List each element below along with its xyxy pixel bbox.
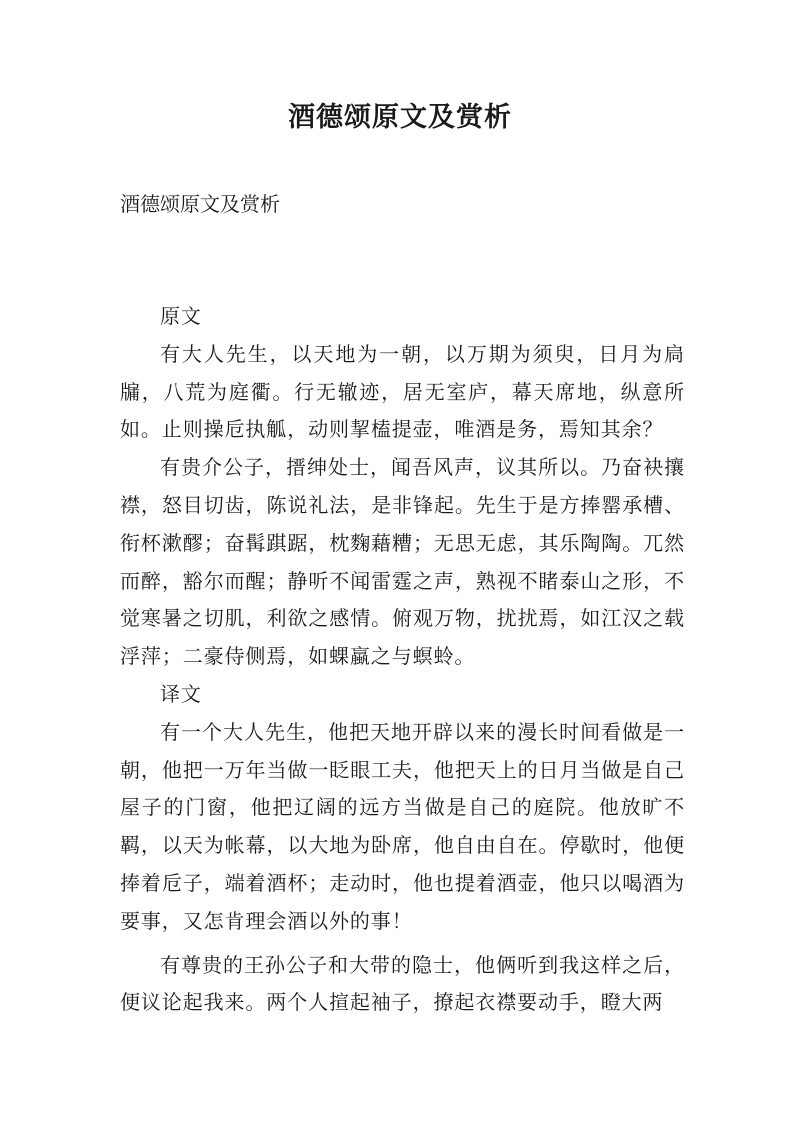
translation-paragraph-2: 有尊贵的王孙公子和大带的隐士，他俩听到我这样之后，便议论起我来。两个人揎起袖子，撩起衣襟要动手，瞪大两	[120, 952, 685, 1015]
original-heading: 原文	[160, 304, 202, 328]
translation-heading: 译文	[160, 681, 202, 706]
translation-paragraph-1: 有一个大人先生，他把天地开辟以来的漫长时间看做是一朝，他把一万年当做一眨眼工夫，他把天上的日月当做是自己屋子的门窗，他把辽阔的远方当做是自己的庭院。他放旷不羁，以天为帐幕，以大地为卧席，他自由自在。停歇时，他便捧着卮子，端着酒杯；走动时，他也提着酒壶，他只以喝酒为要事，又怎肯理会酒以外的事！	[120, 719, 685, 933]
original-paragraph-2: 有贵介公子，搢绅处士，闻吾风声，议其所以。乃奋袂攘襟，怒目切齿，陈说礼法，是非锋起。先生于是方捧罂承槽、衔杯漱醪；奋髯踑踞，枕麴藉糟；无思无虑，其乐陶陶。兀然而醉，豁尔而醒；静听不闻雷霆之声，熟视不睹泰山之形，不觉寒暑之切肌，利欲之感情。俯观万物，扰扰焉，如江汉之载浮萍；二豪侍侧焉，如蜾蠃之与螟蛉。	[120, 455, 685, 669]
original-paragraph-1: 有大人先生，以天地为一朝，以万期为须臾，日月为扃牖，八荒为庭衢。行无辙迹，居无室庐，幕天席地，纵意所如。止则操卮执觚，动则挈榼提壶，唯酒是务，焉知其余？	[120, 341, 685, 442]
document-body	[120, 298, 685, 1022]
document-subtitle: 酒德颂原文及赏析	[120, 192, 280, 216]
page-title: 酒德颂原文及赏析	[288, 102, 512, 133]
